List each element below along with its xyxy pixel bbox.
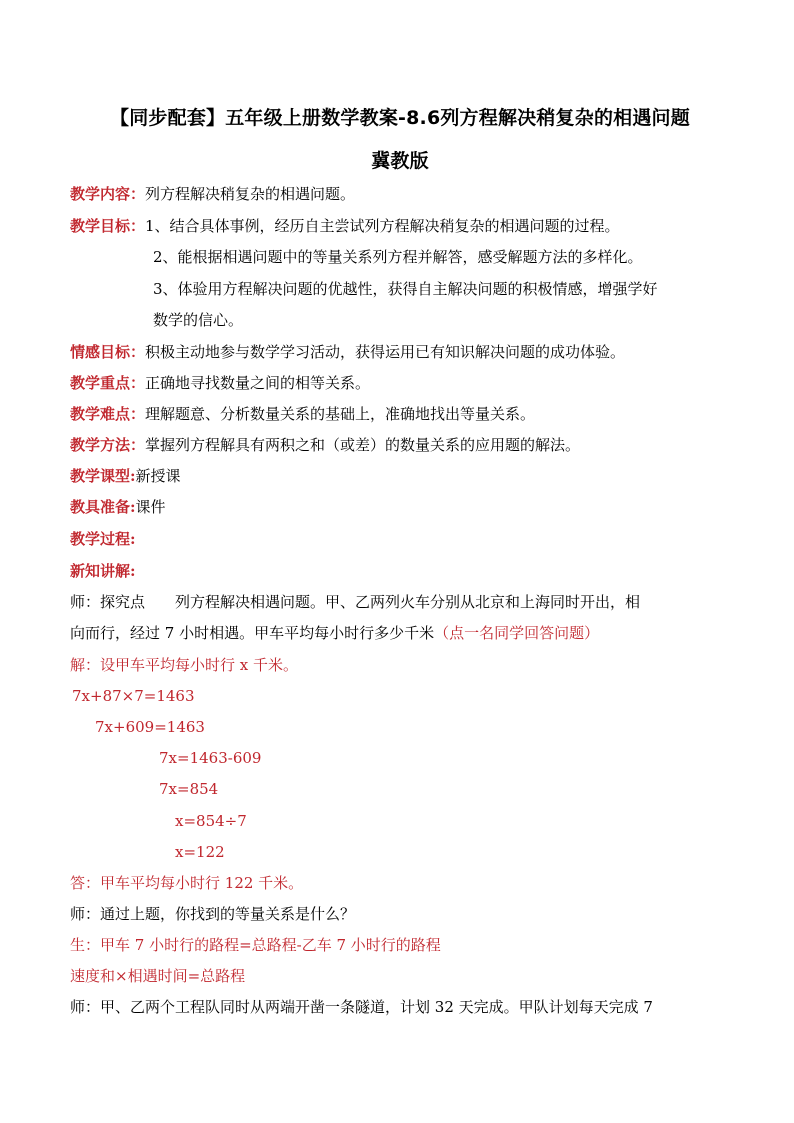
- lesson-type-label: 教学课型:: [70, 467, 136, 485]
- method-label: 教学方法：: [70, 436, 146, 454]
- difficulty-row: [70, 403, 535, 425]
- teacher-question-1-note: （点一名同学回答问题）: [434, 624, 600, 642]
- equation-step-5: x=854÷7: [175, 812, 247, 830]
- emotion-goal-row: [70, 341, 625, 363]
- lesson-type-text: 新授课: [135, 467, 181, 485]
- method-text: 掌握列方程解具有两积之和（或差）的数量关系的应用题的解法。: [145, 436, 581, 454]
- method-row: [70, 434, 580, 456]
- tools-row: [70, 496, 166, 518]
- relation-formula: 速度和×相遇时间=总路程: [70, 967, 246, 985]
- process-label: 教学过程:: [70, 530, 136, 548]
- teaching-goals-label: 教学目标：: [70, 217, 146, 235]
- tools-label: 教具准备:: [70, 498, 136, 516]
- teaching-goal-3-continued: 数学的信心。: [153, 311, 244, 329]
- solution-intro: 解：设甲车平均每小时行 x 千米。: [70, 656, 298, 674]
- equation-step-2: 7x+609=1463: [95, 718, 205, 736]
- student-answer: 生：甲车 7 小时行的路程=总路程-乙车 7 小时行的路程: [70, 936, 441, 954]
- lesson-type-row: [70, 465, 181, 487]
- difficulty-text: 理解题意、分析数量关系的基础上，准确地找出等量关系。: [145, 405, 536, 423]
- document-title-line2: 冀教版: [371, 150, 429, 172]
- equation-step-1: 7x+87×7=1463: [72, 687, 195, 705]
- key-point-label: 教学重点：: [70, 374, 146, 392]
- teacher-question-1-text: 向而行，经过 7 小时相遇。甲车平均每小时行多少千米: [70, 624, 435, 642]
- document-title-line1: 【同步配套】五年级上册数学教案-8.6列方程解决稍复杂的相遇问题: [110, 107, 690, 129]
- tools-text: 课件: [135, 498, 166, 516]
- process-heading: [70, 528, 136, 550]
- teaching-content-row: [70, 183, 355, 205]
- teacher-question-1-line1: 师：探究点 列方程解决相遇问题。甲、乙两列火车分别从北京和上海同时开出，相: [70, 593, 641, 611]
- teacher-question-3: 师：甲、乙两个工程队同时从两端开凿一条隧道，计划 32 天完成。甲队计划每天完成 7: [70, 998, 653, 1016]
- teaching-content-text: 列方程解决稍复杂的相遇问题。: [145, 185, 356, 203]
- equation-step-3: 7x=1463-609: [159, 749, 262, 767]
- key-point-text: 正确地寻找数量之间的相等关系。: [145, 374, 371, 392]
- new-knowledge-label: 新知讲解:: [70, 562, 136, 580]
- teaching-goals-row: [70, 215, 620, 237]
- equation-step-6: x=122: [175, 843, 225, 861]
- teaching-goal-3: 3、体验用方程解决问题的优越性，获得自主解决问题的积极情感，增强学好: [153, 280, 658, 298]
- solution-answer: 答：甲车平均每小时行 122 千米。: [70, 874, 304, 892]
- difficulty-label: 教学难点：: [70, 405, 146, 423]
- teaching-goal-2: 2、能根据相遇问题中的等量关系列方程并解答，感受解题方法的多样化。: [153, 248, 643, 266]
- equation-step-4: 7x=854: [159, 780, 219, 798]
- key-point-row: [70, 372, 370, 394]
- teaching-goal-1: 1、结合具体事例，经历自主尝试列方程解决稍复杂的相遇问题的过程。: [145, 217, 620, 235]
- new-knowledge-heading: [70, 560, 136, 582]
- teaching-content-label: 教学内容：: [70, 185, 146, 203]
- emotion-goal-label: 情感目标：: [70, 343, 146, 361]
- teacher-question-1-line2: [70, 622, 599, 644]
- emotion-goal-text: 积极主动地参与数学学习活动，获得运用已有知识解决问题的成功体验。: [145, 343, 626, 361]
- teacher-question-2: 师：通过上题，你找到的等量关系是什么？: [70, 905, 356, 923]
